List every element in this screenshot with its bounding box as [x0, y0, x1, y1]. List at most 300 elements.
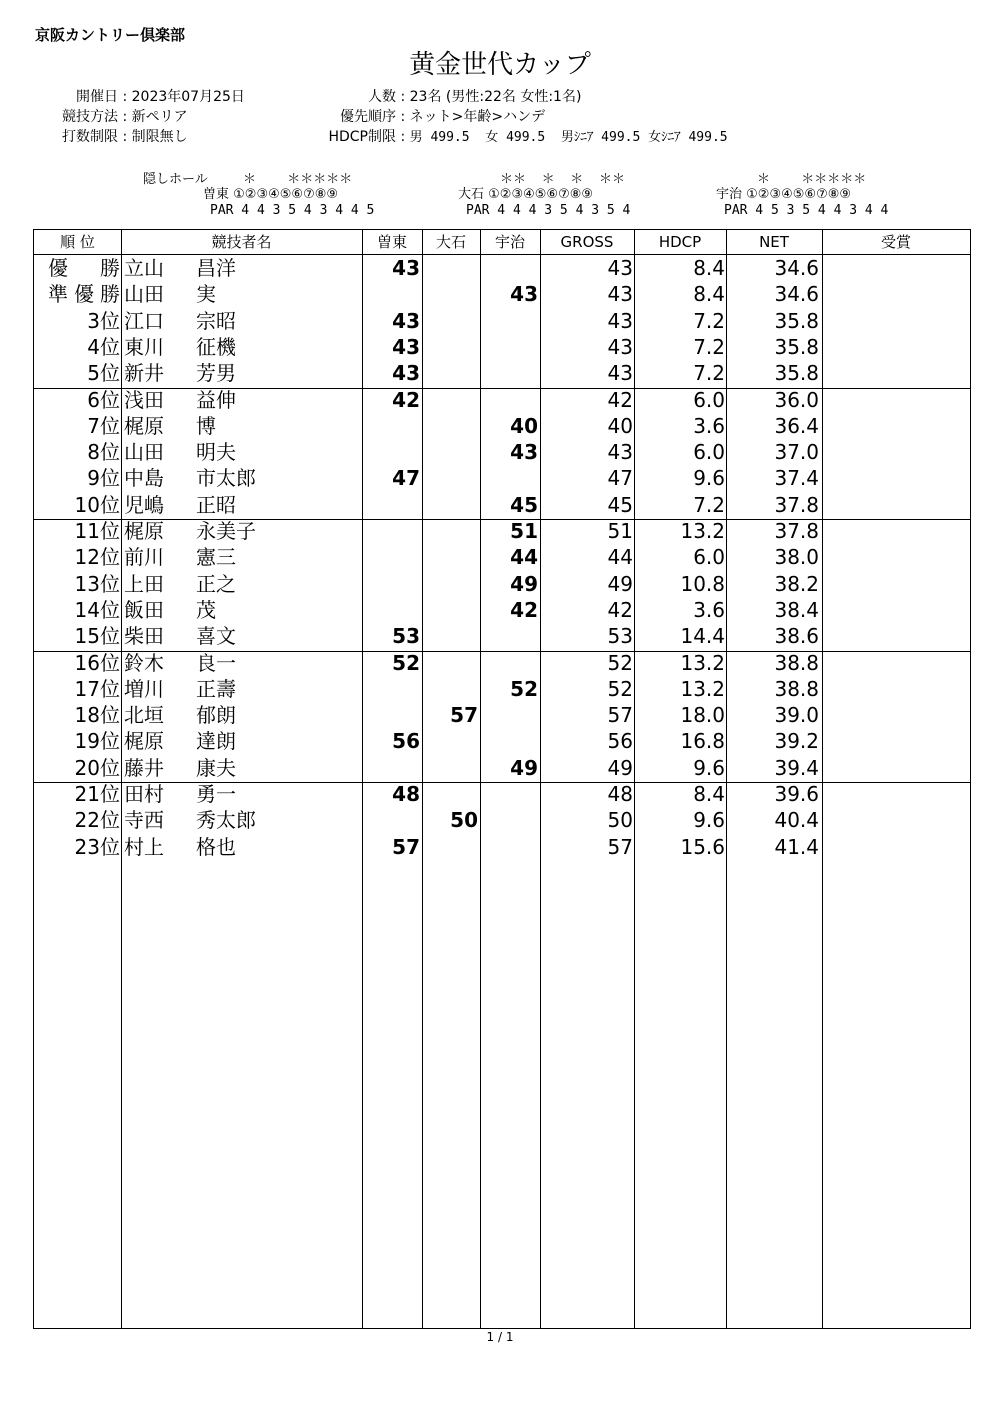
net-cell: 35.8 [774, 361, 819, 386]
player-family-name: 増川 [124, 676, 164, 701]
hdcp-cell: 7.2 [693, 334, 725, 359]
gross-cell: 43 [607, 282, 633, 307]
info-separator: : [400, 129, 410, 145]
player-name-cell [124, 834, 360, 860]
net-cell: 38.4 [774, 597, 819, 622]
score-course1: 47 [392, 466, 420, 491]
header-course2: 大石 [435, 233, 466, 251]
info-hdcp-limit-label: HDCP制限 [328, 129, 396, 145]
net-cell: 38.6 [774, 624, 819, 649]
player-family-name: 立山 [124, 256, 164, 280]
info-count [300, 86, 581, 106]
rank-cell: 3位 [87, 308, 120, 333]
player-family-name: 児嶋 [124, 492, 164, 517]
page-number: 1 / 1 [486, 1330, 514, 1344]
rank-cell: 優勝 [48, 256, 120, 280]
info-limit [40, 126, 188, 146]
score-course2 [423, 544, 478, 570]
info-method [40, 106, 188, 126]
score-course1: 48 [392, 782, 420, 806]
gross-cell: 45 [607, 492, 633, 517]
player-given-name: 正昭 [196, 492, 236, 517]
net-cell: 37.8 [774, 492, 819, 517]
header-rank: 順 位 [60, 233, 95, 251]
course2-stars: ＊＊ ＊ ＊ ＊＊ [500, 172, 625, 187]
score-course3 [481, 255, 538, 281]
table-row [34, 702, 970, 728]
player-given-name: 郁朗 [196, 703, 236, 728]
player-given-name: 永美子 [196, 519, 256, 543]
gross-cell: 50 [607, 808, 633, 833]
score-course3 [481, 308, 538, 334]
table-row [34, 255, 970, 281]
player-family-name: 飯田 [124, 597, 164, 622]
gross-cell: 53 [607, 624, 633, 649]
hdcp-cell: 16.8 [680, 729, 725, 754]
player-name-cell [124, 623, 360, 649]
table-row [34, 623, 970, 649]
hdcp-cell: 9.6 [693, 755, 725, 780]
header-course1: 曽東 [376, 233, 407, 251]
score-course3: 40 [510, 413, 538, 438]
info-count-value: 23名 (男性:22名 女性:1名) [409, 89, 582, 105]
player-family-name: 梶原 [124, 413, 164, 438]
hdcp-cell: 8.4 [693, 782, 725, 806]
score-course1: 42 [392, 387, 420, 412]
net-cell: 35.8 [774, 334, 819, 359]
header-net: NET [759, 233, 789, 251]
course1-name: 曽東 [203, 187, 230, 202]
player-name-cell [124, 281, 360, 307]
net-cell: 37.4 [774, 466, 819, 491]
info-priority-value: ネット>年齢>ハンデ [409, 109, 546, 125]
player-family-name: 東川 [124, 334, 164, 359]
score-course2 [423, 465, 478, 491]
score-course2 [423, 308, 478, 334]
player-name-cell [124, 492, 360, 518]
score-course1: 43 [392, 334, 420, 359]
hdcp-cell: 6.0 [693, 440, 725, 465]
player-given-name: 宗昭 [196, 308, 236, 333]
score-course2: 50 [450, 808, 478, 833]
player-family-name: 北垣 [124, 703, 164, 728]
score-course2 [423, 728, 478, 754]
info-limit-value: 制限無し [131, 129, 188, 145]
net-cell: 36.4 [774, 413, 819, 438]
player-given-name: 康夫 [196, 755, 236, 780]
player-family-name: 新井 [124, 361, 164, 386]
info-hdcp-limit [300, 126, 728, 146]
score-course3: 43 [510, 282, 538, 307]
hdcp-cell: 9.6 [693, 808, 725, 833]
header-course3: 宇治 [494, 233, 525, 251]
net-cell: 34.6 [774, 282, 819, 307]
player-name-cell [124, 702, 360, 728]
rank-cell: 20位 [74, 755, 120, 780]
gross-cell: 52 [607, 676, 633, 701]
rank-cell: 23位 [74, 834, 120, 859]
player-given-name: 征機 [196, 334, 236, 359]
gross-cell: 43 [607, 256, 633, 280]
info-separator: : [122, 109, 132, 125]
rank-cell: 8位 [87, 440, 120, 465]
hdcp-cell: 18.0 [680, 703, 725, 728]
net-cell: 41.4 [774, 834, 819, 859]
player-name-cell [124, 439, 360, 465]
score-course3: 45 [510, 492, 538, 517]
player-family-name: 田村 [124, 782, 164, 806]
score-course3 [481, 650, 538, 676]
rank-cell: 16位 [74, 650, 120, 675]
score-course3: 43 [510, 440, 538, 465]
net-cell: 37.0 [774, 440, 819, 465]
net-cell: 38.2 [774, 571, 819, 596]
net-cell: 35.8 [774, 308, 819, 333]
header-award: 受賞 [880, 233, 911, 251]
score-course2: 57 [450, 703, 478, 728]
net-cell: 36.0 [774, 387, 819, 412]
player-name-cell [124, 650, 360, 676]
score-course1 [363, 492, 420, 518]
table-row [34, 676, 970, 702]
net-cell: 40.4 [774, 808, 819, 833]
score-course1: 43 [392, 361, 420, 386]
gross-cell: 47 [607, 466, 633, 491]
player-given-name: 秀太郎 [196, 808, 256, 833]
score-course1 [363, 518, 420, 544]
course3-holes [716, 188, 851, 201]
header-player: 競技者名 [211, 233, 272, 251]
player-family-name: 梶原 [124, 729, 164, 754]
table-row [34, 597, 970, 623]
hdcp-cell: 3.6 [693, 413, 725, 438]
score-course2 [423, 597, 478, 623]
player-family-name: 村上 [124, 834, 164, 859]
rank-cell: 10位 [74, 492, 120, 517]
table-row [34, 308, 970, 334]
table-row [34, 834, 970, 860]
player-given-name: 博 [196, 413, 216, 438]
score-course2 [423, 834, 478, 860]
score-course1 [363, 544, 420, 570]
score-course1: 43 [392, 256, 420, 280]
hidden-holes-label: 隠しホール [143, 172, 208, 187]
score-course2 [423, 255, 478, 281]
results-table [33, 229, 971, 1329]
course1-par: PAR 4 4 3 5 4 3 4 4 5 [210, 203, 375, 218]
player-family-name: 梶原 [124, 519, 164, 543]
score-course1: 57 [392, 834, 420, 859]
net-cell: 38.8 [774, 650, 819, 675]
score-course3: 52 [510, 676, 538, 701]
score-course3: 42 [510, 597, 538, 622]
info-separator: : [400, 109, 410, 125]
score-course2 [423, 439, 478, 465]
net-cell: 39.2 [774, 729, 819, 754]
rank-cell: 11位 [74, 519, 120, 543]
player-name-cell [124, 465, 360, 491]
player-family-name: 江口 [124, 308, 164, 333]
net-cell: 37.8 [774, 519, 819, 543]
player-family-name: 柴田 [124, 624, 164, 649]
net-cell: 39.6 [774, 782, 819, 806]
hdcp-cell: 9.6 [693, 466, 725, 491]
player-family-name: 浅田 [124, 387, 164, 412]
player-given-name: 格也 [196, 834, 236, 859]
rank-cell: 17位 [74, 676, 120, 701]
table-row [34, 650, 970, 676]
gross-cell: 43 [607, 308, 633, 333]
hdcp-cell: 13.2 [680, 519, 725, 543]
player-name-cell [124, 255, 360, 281]
score-course3: 44 [510, 545, 538, 570]
player-name-cell [124, 518, 360, 544]
score-course2 [423, 676, 478, 702]
hdcp-cell: 7.2 [693, 308, 725, 333]
table-row [34, 755, 970, 781]
hdcp-cell: 13.2 [680, 676, 725, 701]
rank-cell: 7位 [87, 413, 120, 438]
player-name-cell [124, 360, 360, 386]
hdcp-cell: 10.8 [680, 571, 725, 596]
table-row [34, 492, 970, 518]
score-course1 [363, 597, 420, 623]
score-course3 [481, 360, 538, 386]
table-row [34, 334, 970, 360]
info-method-value: 新ペリア [131, 109, 188, 125]
player-given-name: 市太郎 [196, 466, 256, 491]
player-name-cell [124, 387, 360, 413]
score-course1 [363, 702, 420, 728]
table-row [34, 281, 970, 307]
rank-cell: 9位 [87, 466, 120, 491]
gross-cell: 49 [607, 755, 633, 780]
score-course2 [423, 650, 478, 676]
score-course1 [363, 413, 420, 439]
player-family-name: 上田 [124, 571, 164, 596]
player-family-name: 中島 [124, 466, 164, 491]
table-row [34, 387, 970, 413]
score-course3 [481, 807, 538, 833]
rank-cell: 21位 [74, 782, 120, 806]
info-separator: : [122, 129, 132, 145]
table-row [34, 439, 970, 465]
gross-cell: 51 [607, 519, 633, 543]
player-given-name: 喜文 [196, 624, 236, 649]
hdcp-cell: 6.0 [693, 387, 725, 412]
info-priority-label: 優先順序 [340, 109, 396, 125]
club-name: 京阪カントリー倶楽部 [35, 26, 186, 44]
player-given-name: 良一 [196, 650, 236, 675]
info-separator: : [400, 89, 410, 105]
gross-cell: 57 [607, 834, 633, 859]
info-date-label: 開催日 [76, 89, 118, 105]
player-family-name: 前川 [124, 545, 164, 570]
hdcp-cell: 7.2 [693, 361, 725, 386]
score-course3 [481, 334, 538, 360]
player-given-name: 憲三 [196, 545, 236, 570]
course1-holes [203, 188, 338, 201]
score-course3 [481, 702, 538, 728]
player-name-cell [124, 413, 360, 439]
course3-par: PAR 4 5 3 5 4 4 3 4 4 [724, 203, 889, 218]
score-course2 [423, 334, 478, 360]
score-course1 [363, 676, 420, 702]
gross-cell: 42 [607, 387, 633, 412]
score-course3 [481, 623, 538, 649]
score-course3 [481, 781, 538, 807]
hdcp-cell: 7.2 [693, 492, 725, 517]
rank-cell: 4位 [87, 334, 120, 359]
rank-cell: 22位 [74, 808, 120, 833]
gross-cell: 40 [607, 413, 633, 438]
player-name-cell [124, 571, 360, 597]
rank-cell: 15位 [74, 624, 120, 649]
course1-hole-numbers: ①②③④⑤⑥⑦⑧⑨ [233, 187, 339, 202]
player-given-name: 達朗 [196, 729, 236, 754]
rank-cell: 準優勝 [48, 282, 120, 307]
header-hdcp: HDCP [658, 233, 702, 251]
score-course3 [481, 465, 538, 491]
net-cell: 39.0 [774, 703, 819, 728]
player-name-cell [124, 728, 360, 754]
gross-cell: 57 [607, 703, 633, 728]
net-cell: 38.8 [774, 676, 819, 701]
score-course2 [423, 781, 478, 807]
hdcp-cell: 8.4 [693, 256, 725, 280]
score-course2 [423, 518, 478, 544]
gross-cell: 44 [607, 545, 633, 570]
score-course1 [363, 755, 420, 781]
score-course1: 52 [392, 650, 420, 675]
table-row [34, 465, 970, 491]
score-course2 [423, 571, 478, 597]
gross-cell: 56 [607, 729, 633, 754]
hdcp-cell: 14.4 [680, 624, 725, 649]
gross-cell: 43 [607, 440, 633, 465]
info-count-label: 人数 [368, 89, 396, 105]
page-title: 黄金世代カップ [409, 50, 591, 80]
player-given-name: 正壽 [196, 676, 236, 701]
player-given-name: 芳男 [196, 361, 236, 386]
hdcp-cell: 6.0 [693, 545, 725, 570]
score-course1 [363, 807, 420, 833]
info-date-value: 2023年07月25日 [131, 89, 245, 105]
header-gross: GROSS [560, 233, 614, 251]
rank-cell: 12位 [74, 545, 120, 570]
info-date [40, 86, 245, 106]
table-row [34, 781, 970, 807]
score-course3 [481, 387, 538, 413]
table-row [34, 728, 970, 754]
score-course1 [363, 281, 420, 307]
score-course1 [363, 571, 420, 597]
info-hdcp-limit-value: 男 499.5 女 499.5 男ｼﾆｱ 499.5 女ｼﾆｱ 499.5 [409, 130, 728, 145]
player-given-name: 勇一 [196, 782, 236, 806]
score-course2 [423, 623, 478, 649]
player-family-name: 寺西 [124, 808, 164, 833]
rank-cell: 14位 [74, 597, 120, 622]
rank-cell: 5位 [87, 361, 120, 386]
player-given-name: 益伸 [196, 387, 236, 412]
gross-cell: 42 [607, 597, 633, 622]
rank-cell: 19位 [74, 729, 120, 754]
rank-cell: 13位 [74, 571, 120, 596]
player-given-name: 実 [196, 282, 216, 307]
player-name-cell [124, 597, 360, 623]
score-course3: 49 [510, 755, 538, 780]
player-given-name: 茂 [196, 597, 216, 622]
hdcp-cell: 13.2 [680, 650, 725, 675]
info-limit-label: 打数制限 [62, 129, 118, 145]
score-course3: 51 [510, 519, 538, 543]
gross-cell: 52 [607, 650, 633, 675]
score-course3 [481, 834, 538, 860]
player-name-cell [124, 781, 360, 807]
hdcp-cell: 15.6 [680, 834, 725, 859]
net-cell: 39.4 [774, 755, 819, 780]
score-course2 [423, 492, 478, 518]
score-course2 [423, 755, 478, 781]
player-family-name: 山田 [124, 440, 164, 465]
info-priority [300, 106, 545, 126]
score-course2 [423, 387, 478, 413]
table-row [34, 360, 970, 386]
player-given-name: 昌洋 [196, 256, 236, 280]
player-name-cell [124, 308, 360, 334]
player-family-name: 鈴木 [124, 650, 164, 675]
net-cell: 34.6 [774, 256, 819, 280]
player-family-name: 藤井 [124, 755, 164, 780]
gross-cell: 43 [607, 334, 633, 359]
table-row [34, 413, 970, 439]
course2-hole-numbers: ①②③④⑤⑥⑦⑧⑨ [488, 187, 594, 202]
score-course1: 56 [392, 729, 420, 754]
hdcp-cell: 3.6 [693, 597, 725, 622]
net-cell: 38.0 [774, 545, 819, 570]
gross-cell: 48 [607, 782, 633, 806]
table-row [34, 807, 970, 833]
table-row [34, 518, 970, 544]
player-given-name: 明夫 [196, 440, 236, 465]
score-course3 [481, 728, 538, 754]
rank-cell: 18位 [74, 703, 120, 728]
gross-cell: 43 [607, 361, 633, 386]
course2-holes [458, 188, 593, 201]
score-course1: 53 [392, 624, 420, 649]
player-name-cell [124, 334, 360, 360]
course3-name: 宇治 [716, 187, 743, 202]
info-separator: : [122, 89, 132, 105]
player-given-name: 正之 [196, 571, 236, 596]
course3-hole-numbers: ①②③④⑤⑥⑦⑧⑨ [746, 187, 852, 202]
info-method-label: 競技方法 [62, 109, 118, 125]
player-name-cell [124, 755, 360, 781]
player-name-cell [124, 544, 360, 570]
score-course3: 49 [510, 571, 538, 596]
player-family-name: 山田 [124, 282, 164, 307]
course2-name: 大石 [458, 187, 485, 202]
course1-stars: ＊ ＊＊＊＊＊ [243, 172, 353, 187]
hdcp-cell: 8.4 [693, 282, 725, 307]
player-name-cell [124, 676, 360, 702]
rank-cell: 6位 [87, 387, 120, 412]
score-course2 [423, 360, 478, 386]
table-row [34, 571, 970, 597]
player-name-cell [124, 807, 360, 833]
score-course1 [363, 439, 420, 465]
course3-stars: ＊ ＊＊＊＊＊ [757, 172, 867, 187]
